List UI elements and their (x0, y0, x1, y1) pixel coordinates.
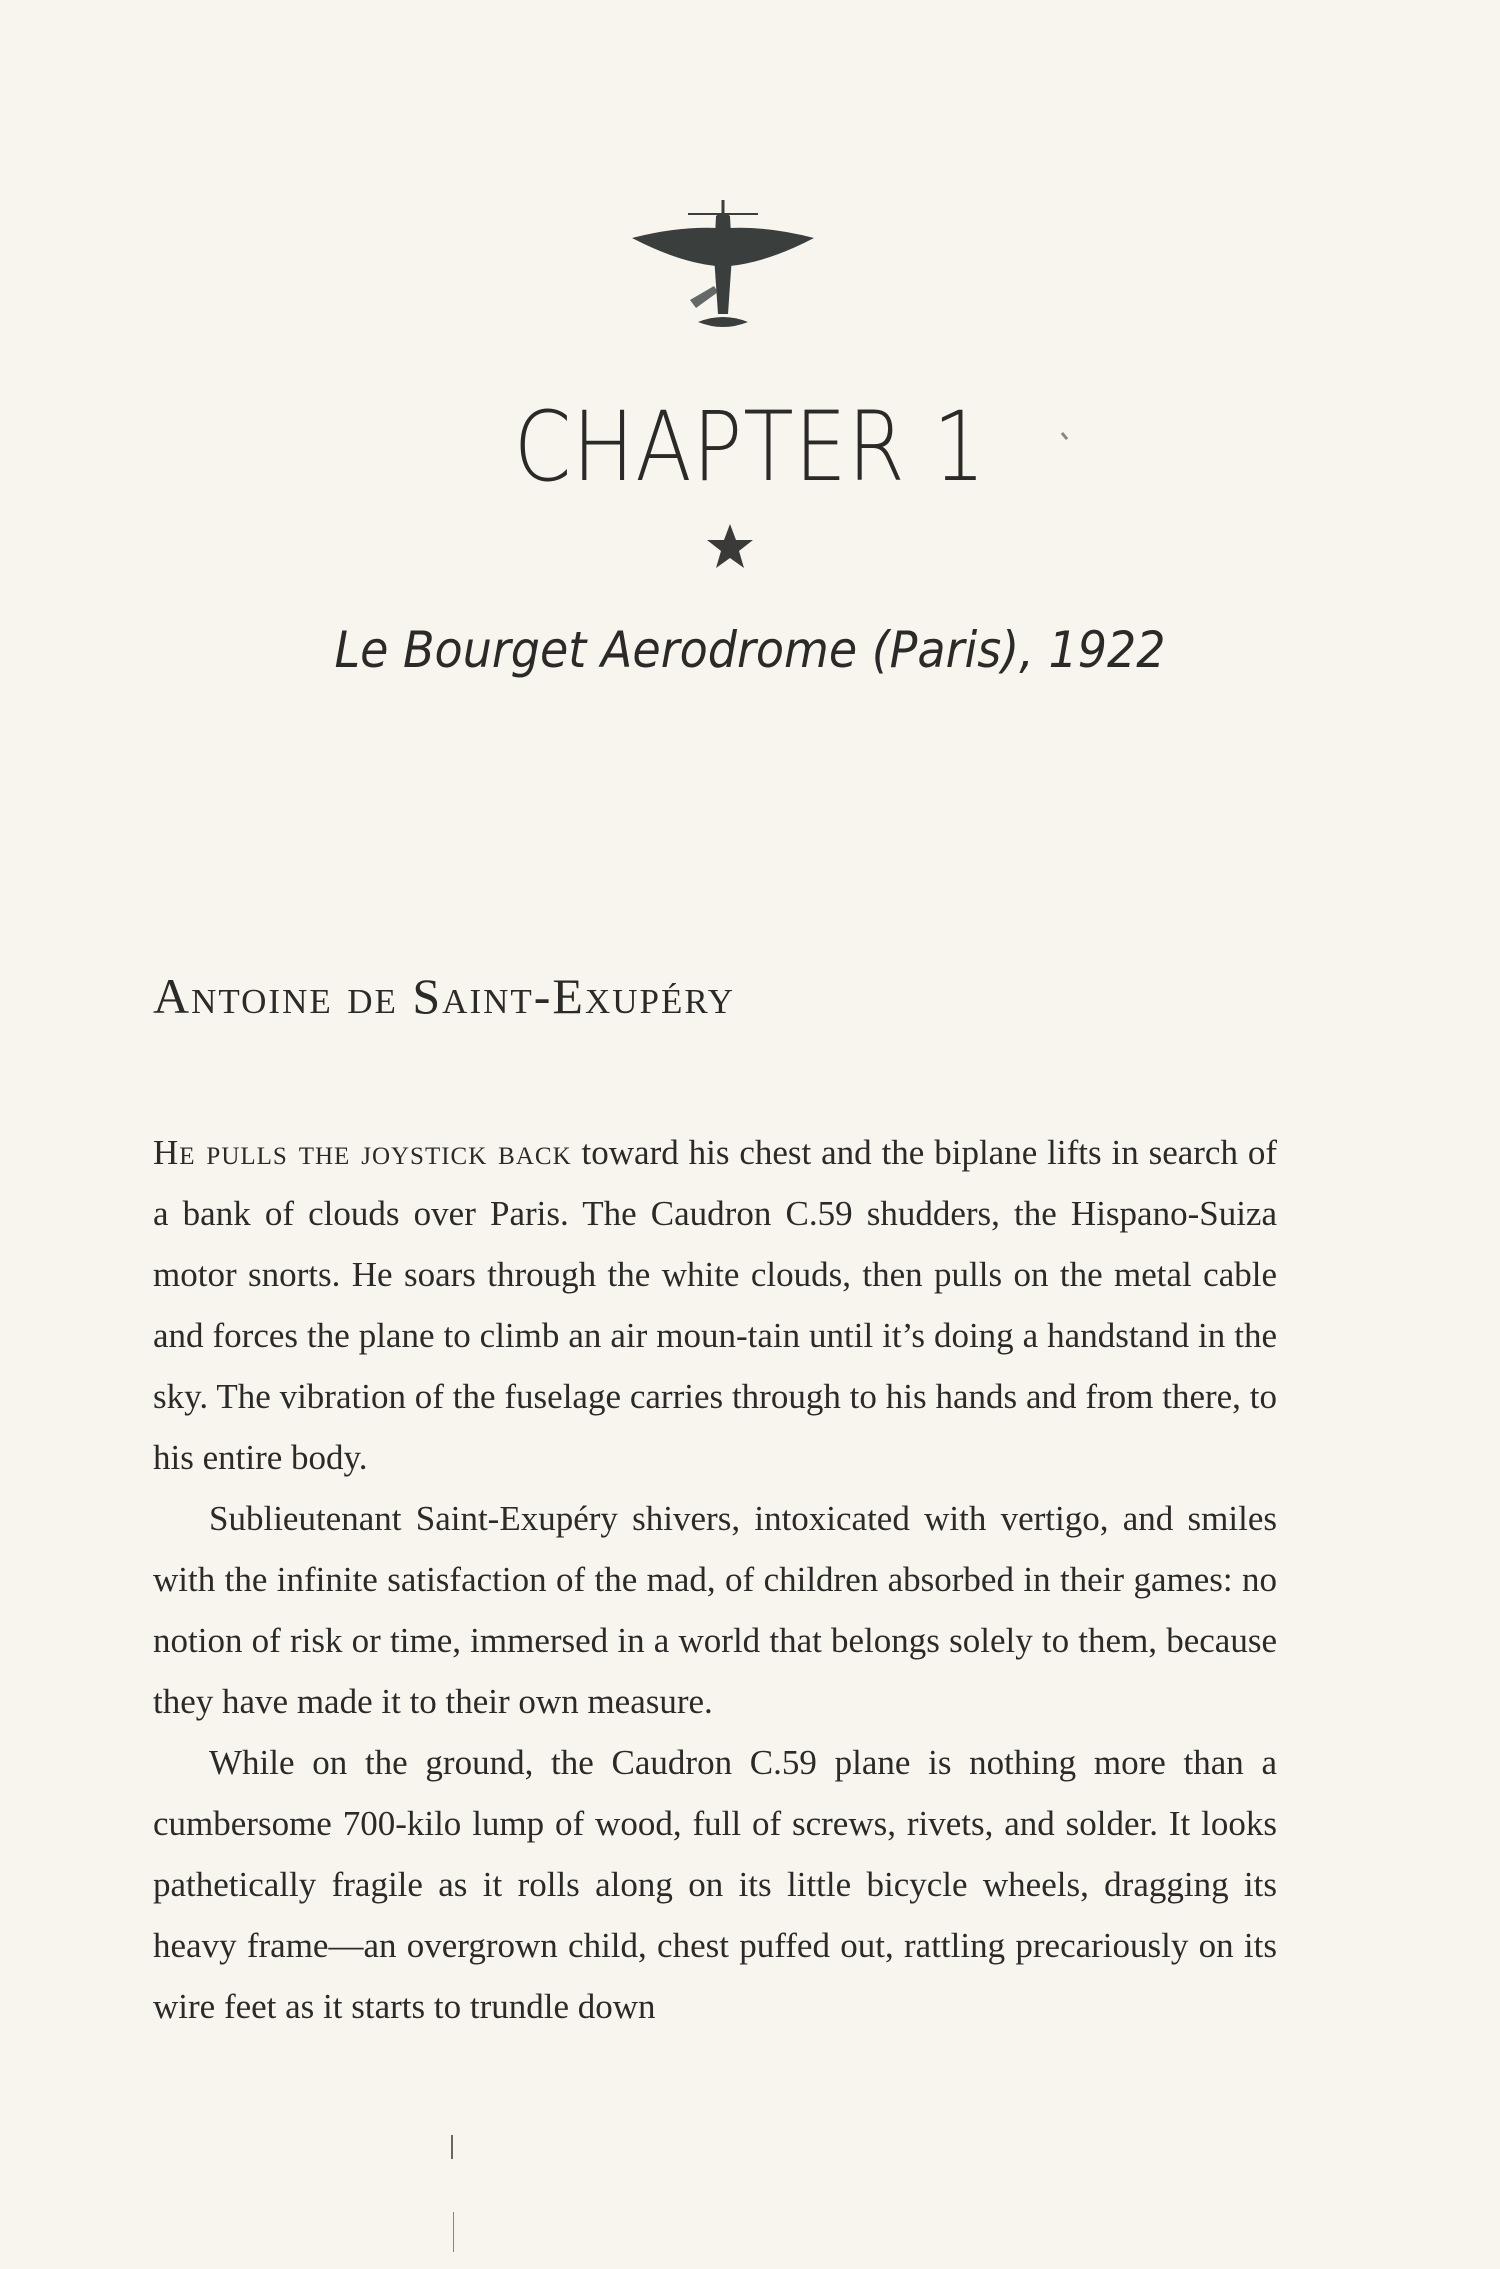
paragraph-text: toward his chest and the biplane lifts in search of a bank of clouds over Paris. The Caudron C.59 shudders, the Hispano-Suiza motor snorts. He soars through the white clouds, then pulls on the metal cable and forces the plane to climb an air moun-tain until it’s doing a handstand in the sky. The vibration of the fuselage carries through to his hands and from there, to his entire body. (153, 1133, 1278, 1477)
star-icon (705, 522, 755, 570)
section-heading: Antoine de Saint-Exupéry (153, 968, 736, 1024)
chapter-title: CHAPTER 1 (513, 391, 987, 503)
airplane-icon (628, 196, 818, 344)
gutter-mark (451, 2135, 453, 2159)
paragraph (153, 1122, 1277, 1488)
chapter-location: Le Bourget Aerodrome (Paris), 1922 (334, 621, 1166, 679)
body-text (153, 1122, 1277, 2037)
gutter-mark (453, 2212, 454, 2252)
paragraph: Sublieutenant Saint-Exupéry shivers, intoxicated with vertigo, and smiles with the infinite satisfaction of the mad, of children absorbed in their games: no notion of risk or time, immersed in a world that belongs solely to them, because they have made it to their own measure. (153, 1499, 1277, 1721)
paragraph: While on the ground, the Caudron C.59 plane is nothing more than a cumbersome 700-kilo lump of wood, full of screws, rivets, and solder. It looks pathetically fragile as it rolls along on its little bicycle wheels, dragging its heavy frame—an overgrown child, chest puffed out, rattling precariously on its wire feet as it starts to trundle down (153, 1743, 1277, 2026)
lead-in: He pulls the joystick back (153, 1133, 572, 1172)
